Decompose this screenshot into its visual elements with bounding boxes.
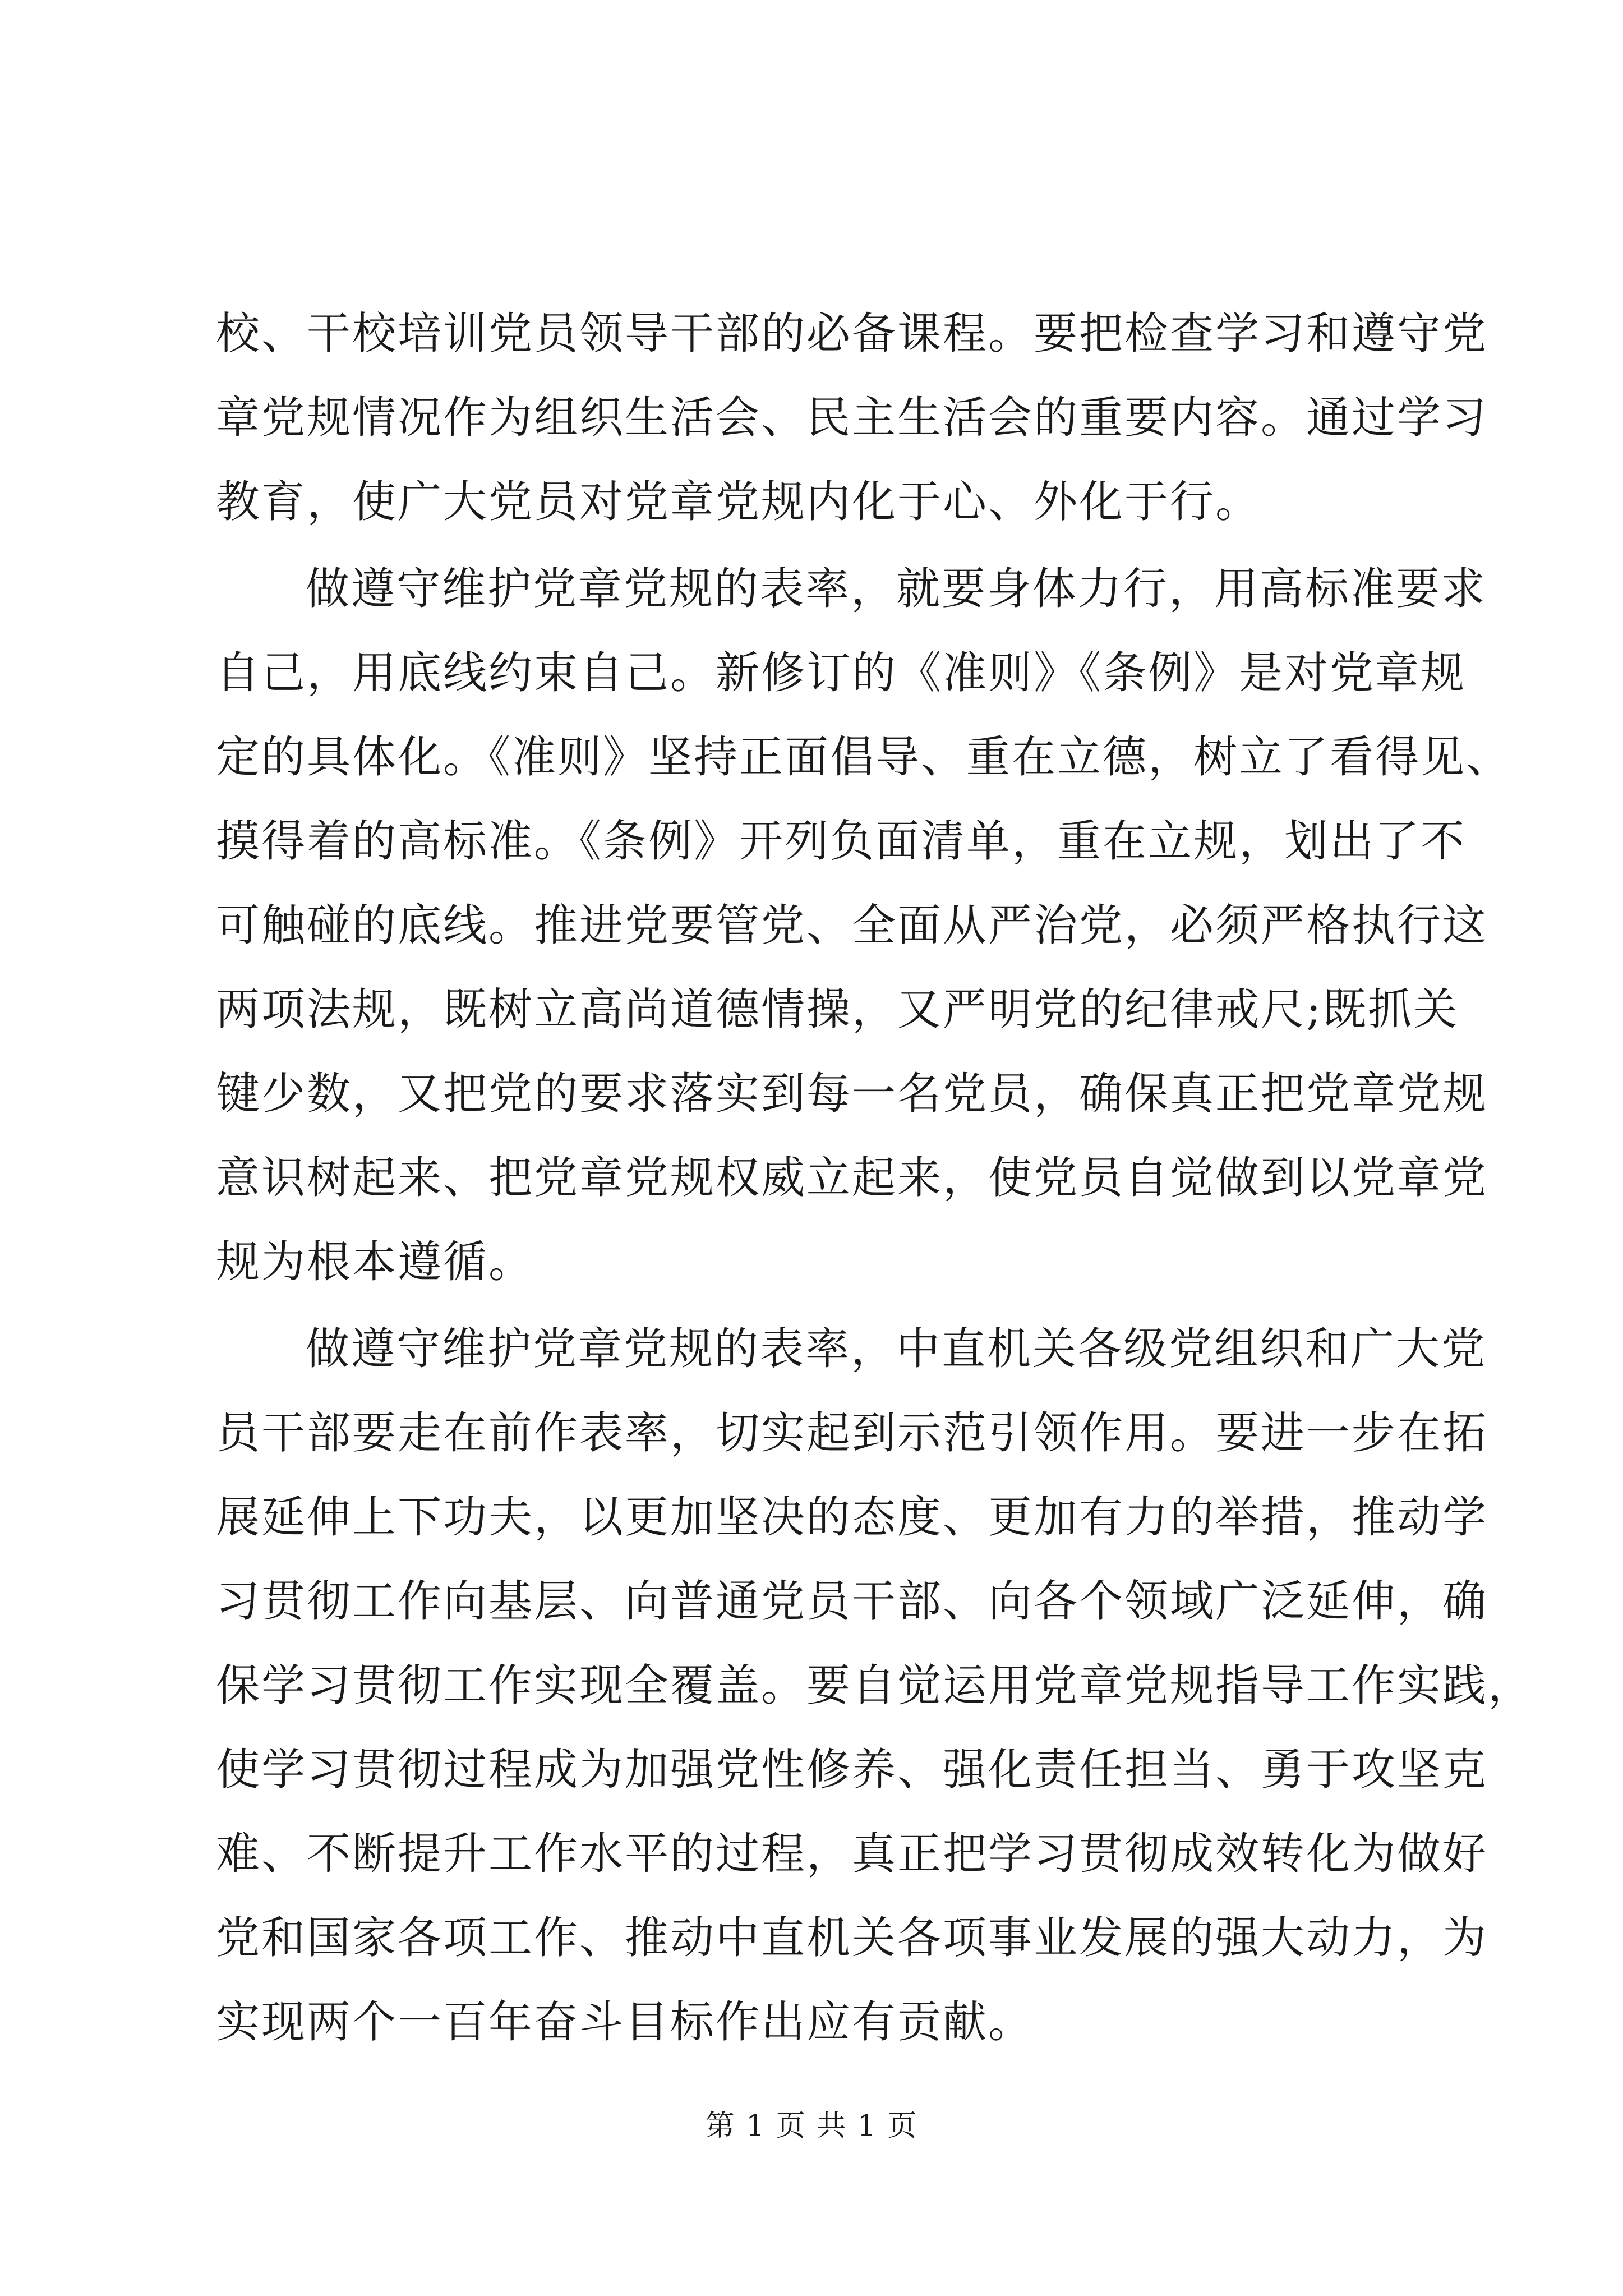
paragraph-3-line-3: 展延伸上下功夫，以更加坚决的态度、更加有力的举措，推动学 bbox=[216, 1492, 1488, 1543]
paragraph-3-line-4: 习贯彻工作向基层、向普通党员干部、向各个领域广泛延伸，确 bbox=[216, 1576, 1488, 1627]
paragraph-2-line-1: 做遵守维护党章党规的表率，就要身体力行，用高标准要求 bbox=[306, 564, 1487, 614]
paragraph-2-line-9: 规为根本遵循。 bbox=[216, 1237, 534, 1287]
paragraph-1-line-1: 校、干校培训党员领导干部的必备课程。要把检查学习和遵守党 bbox=[216, 309, 1488, 359]
paragraph-1-line-2: 章党规情况作为组织生活会、民主生活会的重要内容。通过学习 bbox=[216, 393, 1488, 443]
paragraph-2-line-2: 自己，用底线约束自己。新修订的《准则》《条例》是对党章规 bbox=[216, 648, 1467, 698]
paragraph-3-line-8: 党和国家各项工作、推动中直机关各项事业发展的强大动力，为 bbox=[216, 1913, 1488, 1963]
paragraph-3-line-7: 难、不断提升工作水平的过程，真正把学习贯彻成效转化为做好 bbox=[216, 1829, 1488, 1879]
paragraph-1-line-3: 教育，使广大党员对党章党规内化于心、外化于行。 bbox=[216, 477, 1261, 527]
paragraph-3-line-2: 员干部要走在前作表率，切实起到示范引领作用。要进一步在拓 bbox=[216, 1408, 1488, 1458]
paragraph-2-line-3: 定的具体化。《准则》坚持正面倡导、重在立德，树立了看得见、 bbox=[216, 732, 1512, 783]
paragraph-3-line-6: 使学习贯彻过程成为加强党性修养、强化责任担当、勇于攻坚克 bbox=[216, 1745, 1488, 1795]
page-footer: 第 1 页 共 1 页 bbox=[705, 2109, 918, 2143]
paragraph-2-line-7: 键少数，又把党的要求落实到每一名党员，确保真正把党章党规 bbox=[216, 1069, 1488, 1119]
paragraph-3-line-9: 实现两个一百年奋斗目标作出应有贡献。 bbox=[216, 1997, 1034, 2047]
paragraph-3-line-5: 保学习贯彻工作实现全覆盖。要自觉运用党章党规指导工作实践， bbox=[216, 1660, 1534, 1711]
paragraph-2-line-4: 摸得着的高标准。《条例》开列负面清单，重在立规，划出了不 bbox=[216, 816, 1467, 867]
paragraph-3-line-1: 做遵守维护党章党规的表率，中直机关各级党组织和广大党 bbox=[306, 1324, 1487, 1374]
paragraph-2-line-5: 可触碰的底线。推进党要管党、全面从严治党，必须严格执行这 bbox=[216, 900, 1488, 951]
paragraph-2-line-8: 意识树起来、把党章党规权威立起来，使党员自觉做到以党章党 bbox=[216, 1153, 1488, 1203]
paragraph-2-line-6: 两项法规，既树立高尚道德情操，又严明党的纪律戒尺;既抓关 bbox=[216, 984, 1459, 1035]
